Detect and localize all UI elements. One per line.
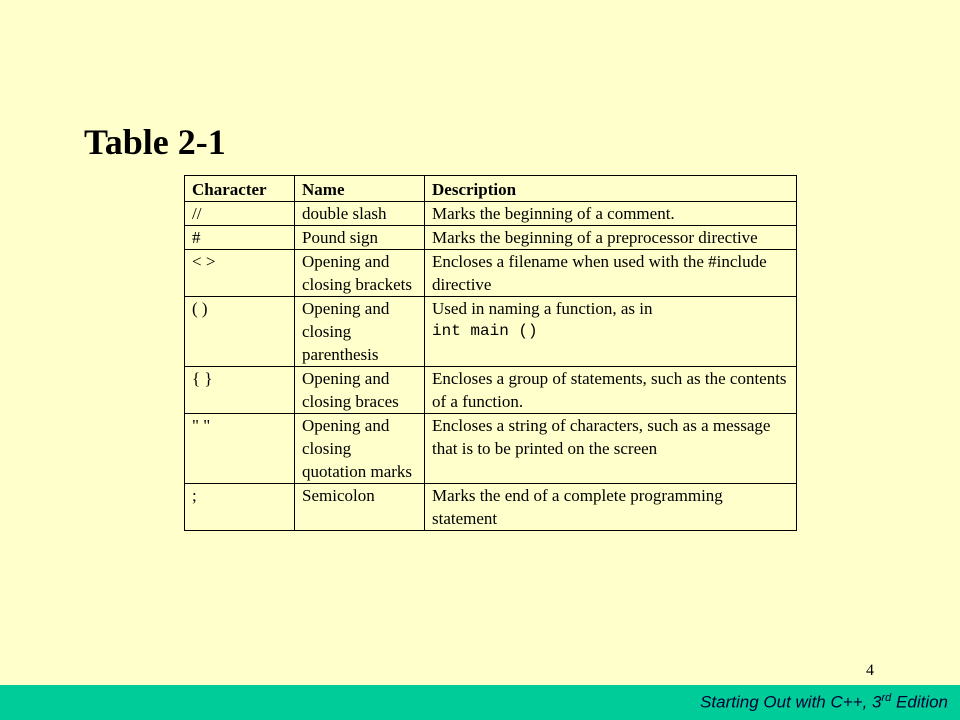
cell-description-text: Used in naming a function, as in xyxy=(432,299,653,318)
cell-name: Opening and closing braces xyxy=(295,367,425,414)
cell-name: double slash xyxy=(295,202,425,226)
column-header-description: Description xyxy=(425,176,797,202)
table-row xyxy=(185,414,797,484)
cell-description: Encloses a string of characters, such as a message that is to be printed on the screen xyxy=(425,414,797,484)
special-characters-table xyxy=(184,175,797,531)
cell-description: Encloses a filename when used with the #include directive xyxy=(425,250,797,297)
table-row xyxy=(185,226,797,250)
table-row xyxy=(185,297,797,367)
cell-character: ( ) xyxy=(185,297,295,367)
footer-edition: Edition xyxy=(891,692,948,712)
footer-text xyxy=(700,692,948,713)
cell-character: " " xyxy=(185,414,295,484)
slide-title: Table 2-1 xyxy=(84,122,226,162)
cell-character: < > xyxy=(185,250,295,297)
table-row xyxy=(185,484,797,531)
footer-superscript: rd xyxy=(881,692,892,704)
page-number: 4 xyxy=(866,662,874,679)
cell-character: # xyxy=(185,226,295,250)
cell-description: Marks the end of a complete programming statement xyxy=(425,484,797,531)
table-row xyxy=(185,367,797,414)
code-snippet: int main () xyxy=(432,322,538,340)
cell-description xyxy=(425,297,797,367)
table-row xyxy=(185,250,797,297)
cell-name: Pound sign xyxy=(295,226,425,250)
table-row xyxy=(185,202,797,226)
cell-character: ; xyxy=(185,484,295,531)
cell-description: Marks the beginning of a comment. xyxy=(425,202,797,226)
cell-character: { } xyxy=(185,367,295,414)
cell-name: Opening and closing parenthesis xyxy=(295,297,425,367)
column-header-name: Name xyxy=(295,176,425,202)
cell-character: // xyxy=(185,202,295,226)
cell-name: Opening and closing brackets xyxy=(295,250,425,297)
cell-name: Opening and closing quotation marks xyxy=(295,414,425,484)
footer-bar xyxy=(0,685,960,720)
footer-book-title: Starting Out with C++, 3 xyxy=(700,692,882,712)
cell-description: Marks the beginning of a preprocessor directive xyxy=(425,226,797,250)
cell-description: Encloses a group of statements, such as the contents of a function. xyxy=(425,367,797,414)
column-header-character: Character xyxy=(185,176,295,202)
table-header-row xyxy=(185,176,797,202)
cell-name: Semicolon xyxy=(295,484,425,531)
